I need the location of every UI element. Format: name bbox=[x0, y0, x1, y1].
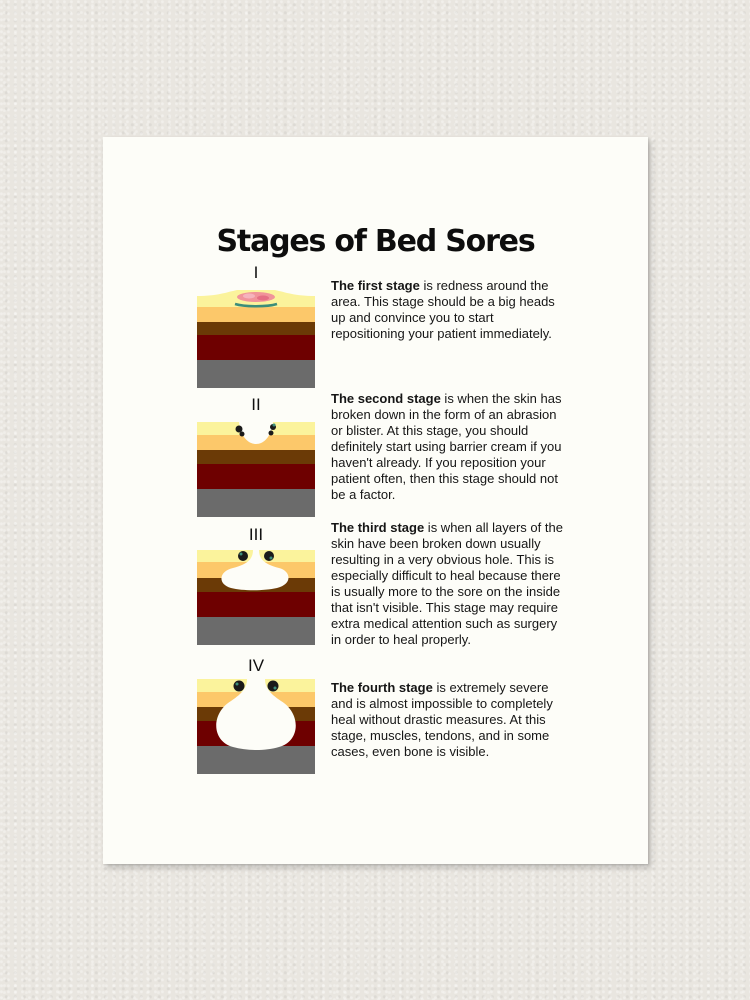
stage-numeral: I bbox=[253, 263, 259, 282]
stage-2-description bbox=[331, 391, 563, 503]
stage-1-skin-diagram bbox=[197, 290, 315, 388]
stage-3-skin-diagram bbox=[197, 550, 315, 645]
stage-numeral: III bbox=[248, 525, 264, 544]
stage-text: is extremely severe and is almost impossible to completely heal without drastic measures. At this stage, muscles, tendons, and in some cases, even bone is visible. bbox=[331, 680, 553, 759]
stage-4-description bbox=[331, 680, 563, 760]
stage-text: is when all layers of the skin have been broken down usually resulting in a very obvious hole. This is especially difficult to heal because there is usually more to the sore on the inside that isn't visible. This stage may require extra medical attention such as surgery in order to heal properly. bbox=[331, 520, 563, 647]
stage-lead: The fourth stage bbox=[331, 680, 433, 695]
stage-2-skin-diagram bbox=[197, 422, 315, 517]
stage-lead: The first stage bbox=[331, 278, 420, 293]
stage-3-description bbox=[331, 520, 563, 648]
art-print bbox=[103, 137, 648, 864]
stage-text: is when the skin has broken down in the form of an abrasion or blister. At this stage, you should definitely start using barrier cream if you haven't already. If you reposition your patient often, then this stage should not be a factor. bbox=[331, 391, 562, 502]
poster-title: Stages of Bed Sores bbox=[216, 224, 535, 259]
stage-numeral: II bbox=[251, 395, 261, 414]
stage-numeral: IV bbox=[247, 656, 265, 675]
stage-lead: The second stage bbox=[331, 391, 441, 406]
stage-1-description bbox=[331, 278, 563, 342]
stage-4-skin-diagram bbox=[197, 679, 315, 774]
stage-text: is redness around the area. This stage should be a big heads up and convince you to start repositioning your patient immediately. bbox=[331, 278, 555, 341]
stage-lead: The third stage bbox=[331, 520, 425, 535]
